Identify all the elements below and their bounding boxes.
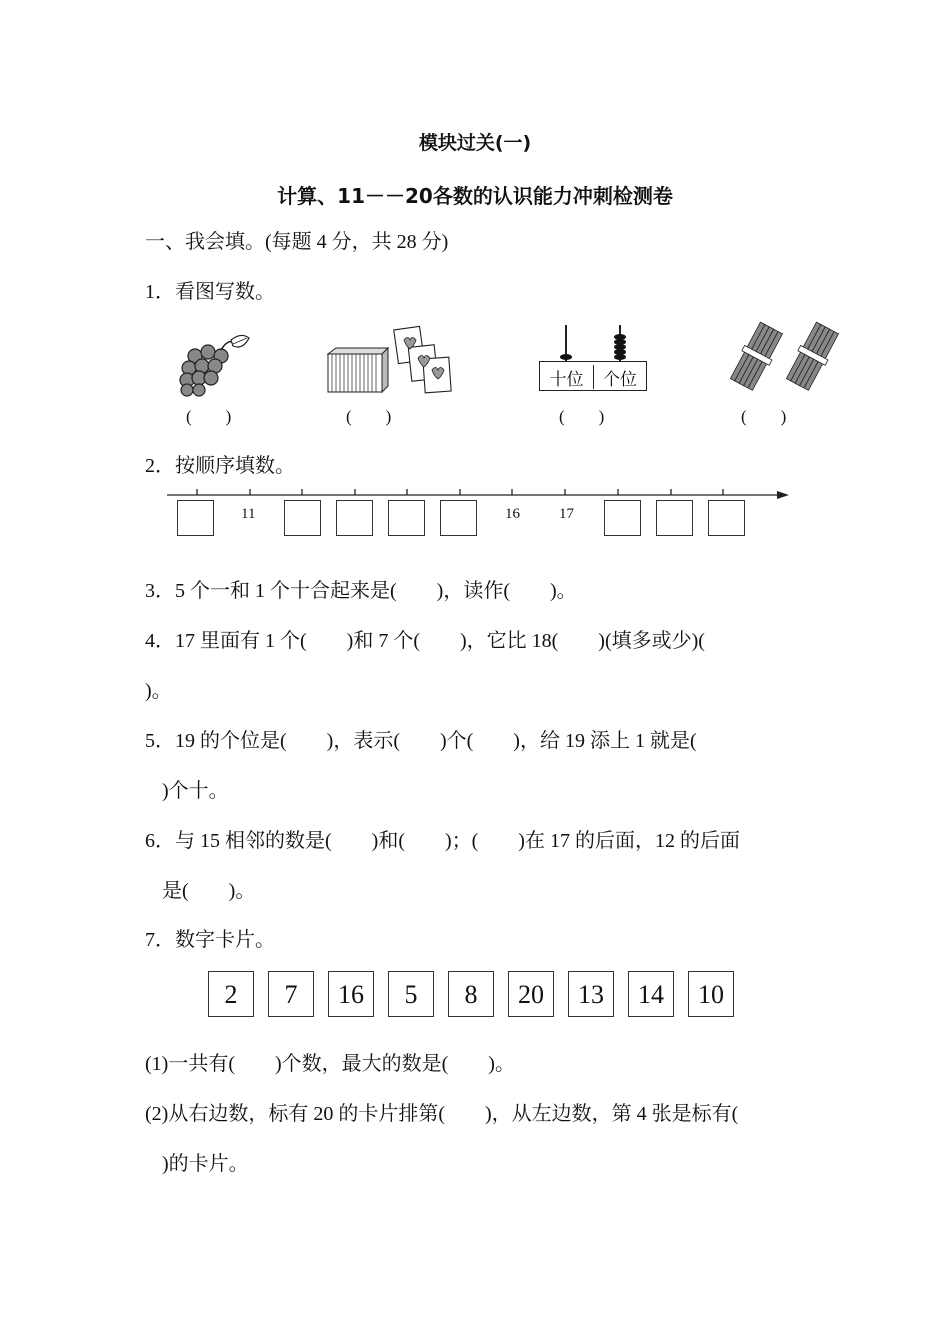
question-1-text: 1．看图写数。 — [145, 281, 275, 303]
stick-bundles-icon — [728, 320, 840, 392]
question-7-sub-2-line-1: (2)从右边数，标有 20 的卡片排第( )，从左边数，第 4 张是标有( — [145, 1103, 739, 1125]
question-7-sub-1: (1)一共有( )个数，最大的数是( )。 — [145, 1053, 515, 1075]
section-heading: 一、我会填。(每题 4 分，共 28 分) — [145, 231, 449, 253]
number-line-box-5[interactable] — [440, 500, 477, 536]
question-7-sub-2-line-2: )的卡片。 — [162, 1153, 249, 1175]
number-line-box-3[interactable] — [336, 500, 373, 536]
number-line — [165, 484, 795, 500]
question-5-line-2: )个十。 — [162, 780, 229, 802]
number-card-4: 5 — [388, 971, 434, 1017]
page-title: 模块过关(一) — [418, 132, 532, 154]
question-3-text: 3．5 个一和 1 个十合起来是( )，读作( )。 — [145, 580, 577, 602]
abacus-beads-icon — [539, 323, 647, 361]
number-card-9: 10 — [688, 971, 734, 1017]
question-2-text: 2．按顺序填数。 — [145, 455, 295, 477]
number-line-box-6[interactable] — [604, 500, 641, 536]
answer-blank-1[interactable]: ( ) — [186, 407, 232, 426]
ones-label: 个位 — [603, 370, 637, 389]
number-line-box-1[interactable] — [177, 500, 214, 536]
number-card-1: 2 — [208, 971, 254, 1017]
number-line-label-11: 11 — [241, 506, 256, 522]
place-value-table — [539, 361, 647, 391]
tens-label: 十位 — [540, 365, 594, 389]
grapes-icon — [175, 328, 255, 398]
number-card-2: 7 — [268, 971, 314, 1017]
place-value-chart — [539, 323, 647, 391]
number-card-7: 13 — [568, 971, 614, 1017]
books-and-notebooks-icon — [326, 322, 456, 397]
page-subtitle: 计算、11－－20各数的认识能力冲刺检测卷 — [277, 184, 673, 208]
question-5-line-1: 5．19 的个位是( )，表示( )个( )，给 19 添上 1 就是( — [145, 730, 697, 752]
question-4-line-1: 4．17 里面有 1 个( )和 7 个( )，它比 18( )(填多或少)( — [145, 630, 705, 652]
number-line-box-2[interactable] — [284, 500, 321, 536]
question-4-line-2: )。 — [145, 680, 172, 702]
answer-blank-2[interactable]: ( ) — [346, 407, 392, 426]
question-6-line-2: 是( )。 — [162, 880, 256, 902]
answer-blank-3[interactable]: ( ) — [559, 407, 605, 426]
number-card-3: 16 — [328, 971, 374, 1017]
number-card-5: 8 — [448, 971, 494, 1017]
number-card-8: 14 — [628, 971, 674, 1017]
answer-blank-4[interactable]: ( ) — [741, 407, 787, 426]
number-line-box-4[interactable] — [388, 500, 425, 536]
number-line-label-17: 17 — [559, 506, 574, 522]
number-line-box-7[interactable] — [656, 500, 693, 536]
question-6-line-1: 6．与 15 相邻的数是( )和( )；( )在 17 的后面，12 的后面 — [145, 830, 740, 852]
number-card-6: 20 — [508, 971, 554, 1017]
number-line-label-16: 16 — [505, 506, 520, 522]
question-7-text: 7．数字卡片。 — [145, 929, 275, 951]
number-line-box-8[interactable] — [708, 500, 745, 536]
